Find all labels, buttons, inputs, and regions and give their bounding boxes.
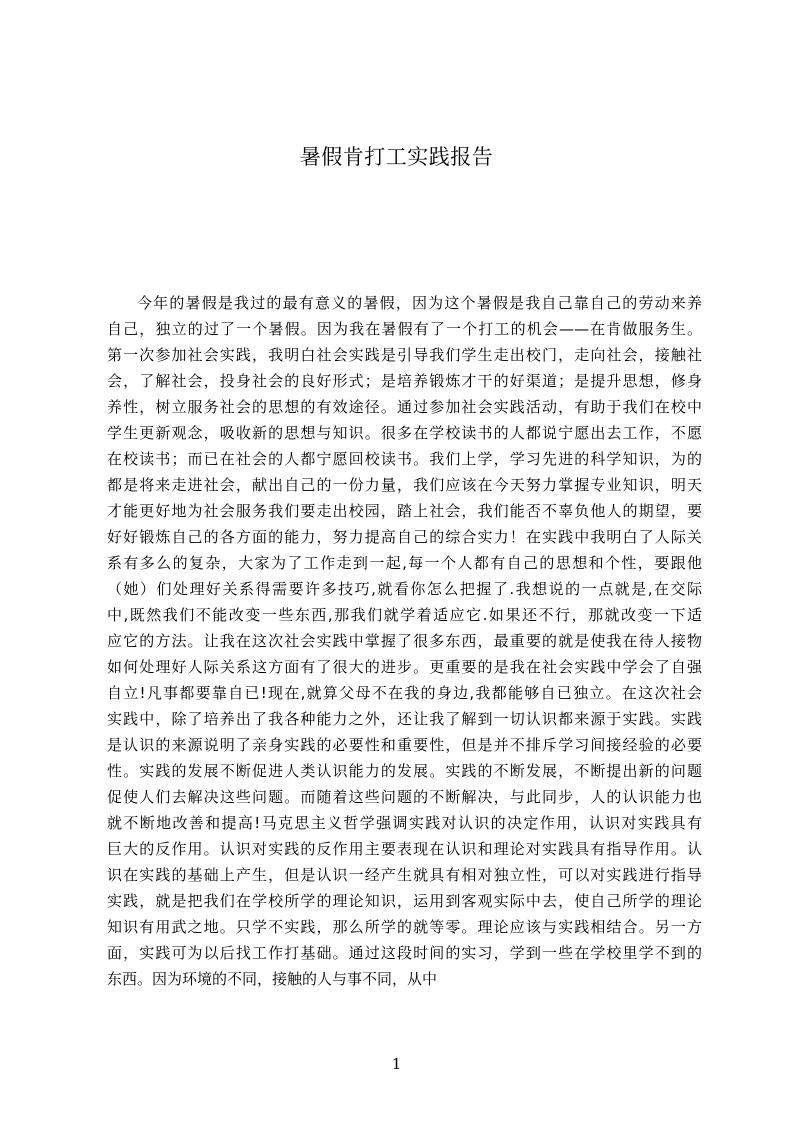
text-line: 面，实践可为以后找工作打基础。通过这段时间的实习，学到一些在学校里学不到的 — [107, 944, 702, 962]
text-line: 应它的方法。让我在这次社会实践中掌握了很多东西，最重要的就是使我在待人接物 — [107, 632, 702, 650]
text-line: 如何处理好人际关系这方面有了很大的进步。更重要的是我在社会实践中学会了自强 — [107, 658, 702, 676]
text-line: 自立!凡事都要靠自已!现在,就算父母不在我的身边,我都能够自已独立。在这次社会 — [107, 684, 702, 702]
text-line: （她）们处理好关系得需要许多技巧,就看你怎么把握了.我想说的一点就是,在交际 — [107, 580, 702, 598]
text-line: 系有多么的复杂，大家为了工作走到一起,每一个人都有自己的思想和个性，要跟他 — [107, 554, 702, 572]
page-number: 1 — [391, 1055, 402, 1073]
text-line: 在校读书；而已在社会的人都宁愿回校读书。我们上学，学习先进的科学知识，为的 — [107, 450, 702, 468]
text-line: 才能更好地为社会服务我们要走出校园，踏上社会，我们能否不辜负他人的期望，要 — [107, 502, 702, 520]
text-line: 性。实践的发展不断促进人类认识能力的发展。实践的不断发展，不断提出新的问题 — [107, 762, 702, 780]
text-line: 识在实践的基础上产生，但是认识一经产生就具有相对独立性，可以对实践进行指导 — [107, 866, 702, 884]
text-line: 养性，树立服务社会的思想的有效途径。通过参加社会实践活动，有助于我们在校中 — [107, 398, 702, 416]
text-line: 好好锻炼自己的各方面的能力，努力提高自己的综合实力！在实践中我明白了人际关 — [107, 528, 702, 546]
text-line: 实践，就是把我们在学校所学的理论知识，运用到客观实际中去，使自己所学的理论 — [107, 892, 702, 910]
document-title: 暑假肯打工实践报告 — [299, 145, 494, 169]
text-line: 自己，独立的过了一个暑假。因为我在暑假有了一个打工的机会——在肯做服务生。 — [107, 320, 702, 338]
text-line: 知识有用武之地。只学不实践，那么所学的就等零。理论应该与实践相结合。另一方 — [107, 918, 702, 936]
text-line: 是认识的来源说明了亲身实践的必要性和重要性，但是并不排斥学习间接经验的必要 — [107, 736, 702, 754]
text-line: 实践中，除了培养出了我各种能力之外，还让我了解到一切认识都来源于实践。实践 — [107, 710, 702, 728]
text-line: 学生更新观念，吸收新的思想与知识。很多在学校读书的人都说宁愿出去工作，不愿 — [107, 424, 702, 442]
text-line: 都是将来走进社会，献出自己的一份力量，我们应该在今天努力掌握专业知识，明天 — [107, 476, 702, 494]
text-line: 会，了解社会，投身社会的良好形式；是培养锻炼才干的好渠道；是提升思想，修身 — [107, 372, 702, 390]
text-line: 巨大的反作用。认识对实践的反作用主要表现在认识和理论对实践具有指导作用。认 — [107, 840, 702, 858]
text-line: 促使人们去解决这些问题。而随着这些问题的不断解决，与此同步，人的认识能力也 — [107, 788, 702, 806]
text-line: 东西。因为环境的不同，接触的人与事不同，从中 — [107, 970, 438, 988]
text-line: 中,既然我们不能改变一些东西,那我们就学着适应它.如果还不行，那就改变一下适 — [107, 606, 702, 624]
text-line: 就不断地改善和提高!马克思主义哲学强调实践对认识的决定作用，认识对实践具有 — [107, 814, 702, 832]
body-paragraph — [107, 290, 702, 992]
text-line: 今年的暑假是我过的最有意义的暑假，因为这个暑假是我自己靠自己的劳动来养 — [137, 294, 702, 312]
text-line: 第一次参加社会实践，我明白社会实践是引导我们学生走出校门，走向社会，接触社 — [107, 346, 702, 364]
